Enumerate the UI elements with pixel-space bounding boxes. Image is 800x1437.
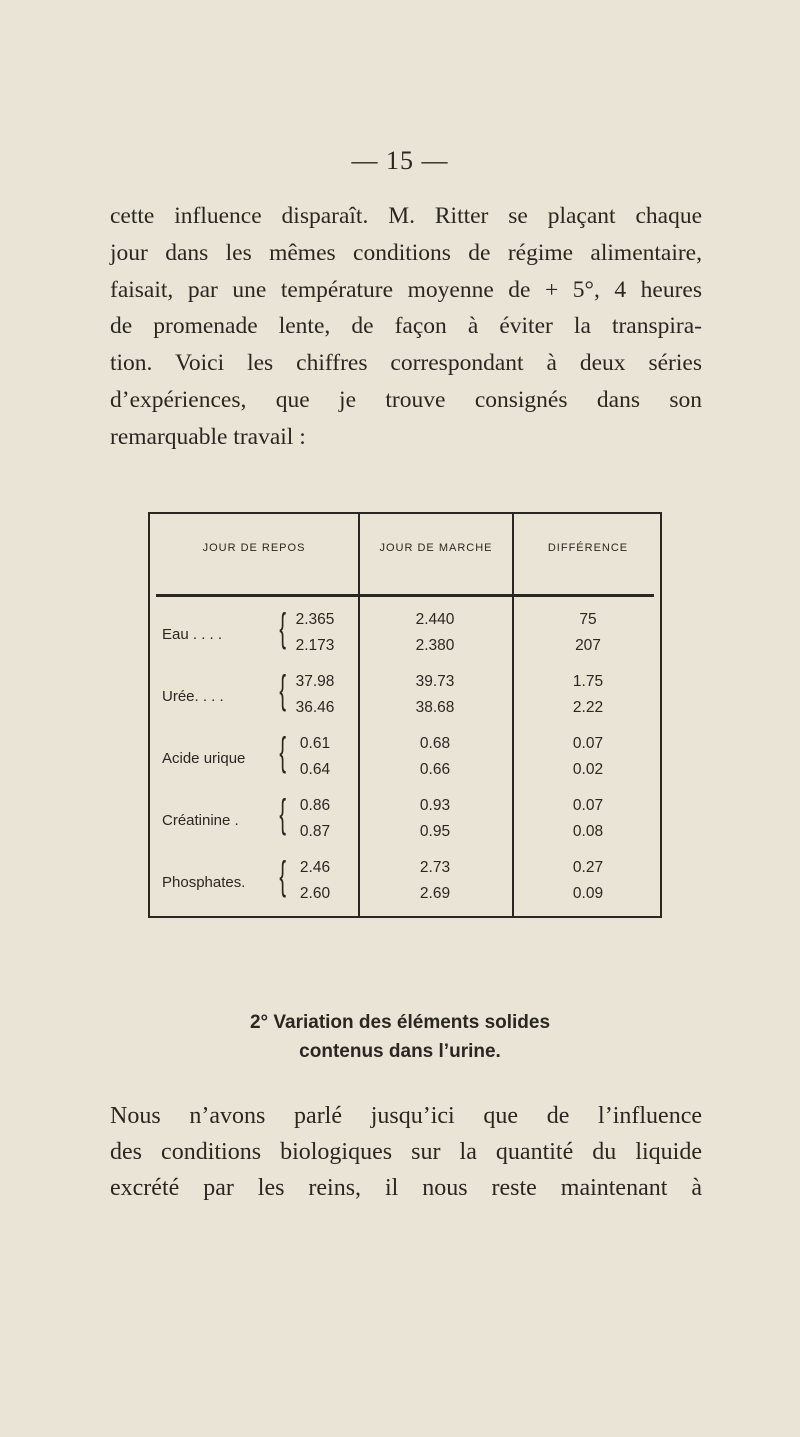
diff-value: 2.22: [572, 699, 604, 716]
header-jour-marche: JOUR DE MARCHE: [379, 542, 493, 554]
subheading-line: contenus dans l’urine.: [299, 1041, 501, 1062]
row-label: Urée. . . .: [162, 688, 224, 705]
marche-value: 2.380: [415, 637, 455, 654]
diff-value: 0.07: [572, 735, 604, 752]
text-line: d’expériences, que je trouve consignés dans son: [110, 386, 702, 413]
marche-value: 0.68: [419, 735, 451, 752]
diff-value: 0.27: [572, 859, 604, 876]
section-subheading: [0, 1008, 800, 1066]
table-row: [150, 606, 660, 668]
table-row: [150, 792, 660, 854]
page-number: — 15 —: [351, 146, 449, 175]
repos-value: 0.61: [299, 735, 331, 752]
brace-glyph: {: [279, 792, 287, 836]
marche-value: 0.95: [419, 823, 451, 840]
brace-glyph: {: [279, 606, 287, 650]
row-label: Acide urique: [162, 750, 246, 767]
brace-glyph: {: [279, 730, 287, 774]
marche-value: 0.93: [419, 797, 451, 814]
subheading-line: 2° Variation des éléments solides: [249, 1012, 551, 1033]
text-line: excrété par les reins, il nous reste maintenant à: [110, 1175, 702, 1201]
data-table: [148, 512, 662, 918]
header-difference: DIFFÉRENCE: [547, 542, 629, 554]
repos-value: 0.87: [299, 823, 331, 840]
repos-value: 2.46: [299, 859, 331, 876]
text-line: jour dans les mêmes conditions de régime alimentaire,: [110, 239, 702, 266]
brace-glyph: {: [279, 668, 287, 712]
table-row: [150, 730, 660, 792]
repos-value: 0.64: [299, 761, 331, 778]
repos-value: 2.365: [295, 611, 335, 628]
diff-value: 1.75: [572, 673, 604, 690]
text-line: remarquable travail :: [110, 423, 306, 450]
text-line: cette influence disparaît. M. Ritter se plaçant chaque: [110, 203, 702, 229]
repos-value: 36.46: [295, 699, 335, 716]
row-label: Créatinine .: [162, 812, 239, 829]
repos-value: 2.173: [295, 637, 335, 654]
diff-value: 207: [575, 637, 601, 654]
marche-value: 2.73: [419, 859, 451, 876]
repos-value: 2.60: [299, 885, 331, 902]
paragraph-1: [110, 198, 702, 456]
repos-value: 0.86: [299, 797, 331, 814]
table-row: [150, 668, 660, 730]
marche-value: 38.68: [415, 699, 455, 716]
diff-value: 0.09: [572, 885, 604, 902]
diff-value: 0.07: [572, 797, 604, 814]
diff-value: 0.08: [572, 823, 604, 840]
marche-value: 0.66: [419, 761, 451, 778]
text-line: des conditions biologiques sur la quantité du liquide: [110, 1139, 702, 1165]
table-row: [150, 854, 660, 916]
diff-value: 0.02: [572, 761, 604, 778]
text-line: de promenade lente, de façon à éviter la transpira-: [110, 313, 702, 340]
row-label: Eau . . . .: [162, 626, 223, 643]
text-line: tion. Voici les chiffres correspondant à deux séries: [110, 350, 702, 377]
marche-value: 2.69: [419, 885, 451, 902]
row-label: Phosphates.: [162, 874, 246, 891]
brace-glyph: {: [279, 854, 287, 898]
marche-value: 2.440: [415, 611, 455, 628]
diff-value: 75: [579, 611, 597, 628]
marche-value: 39.73: [415, 673, 455, 690]
repos-value: 37.98: [295, 673, 335, 690]
paragraph-2: [110, 1098, 702, 1206]
header-rule: [156, 594, 654, 597]
text-line: Nous n’avons parlé jusqu’ici que de l’influence: [110, 1103, 702, 1129]
header-jour-repos: JOUR DE REPOS: [202, 542, 306, 554]
text-line: faisait, par une température moyenne de + 5°, 4 heures: [110, 276, 702, 303]
